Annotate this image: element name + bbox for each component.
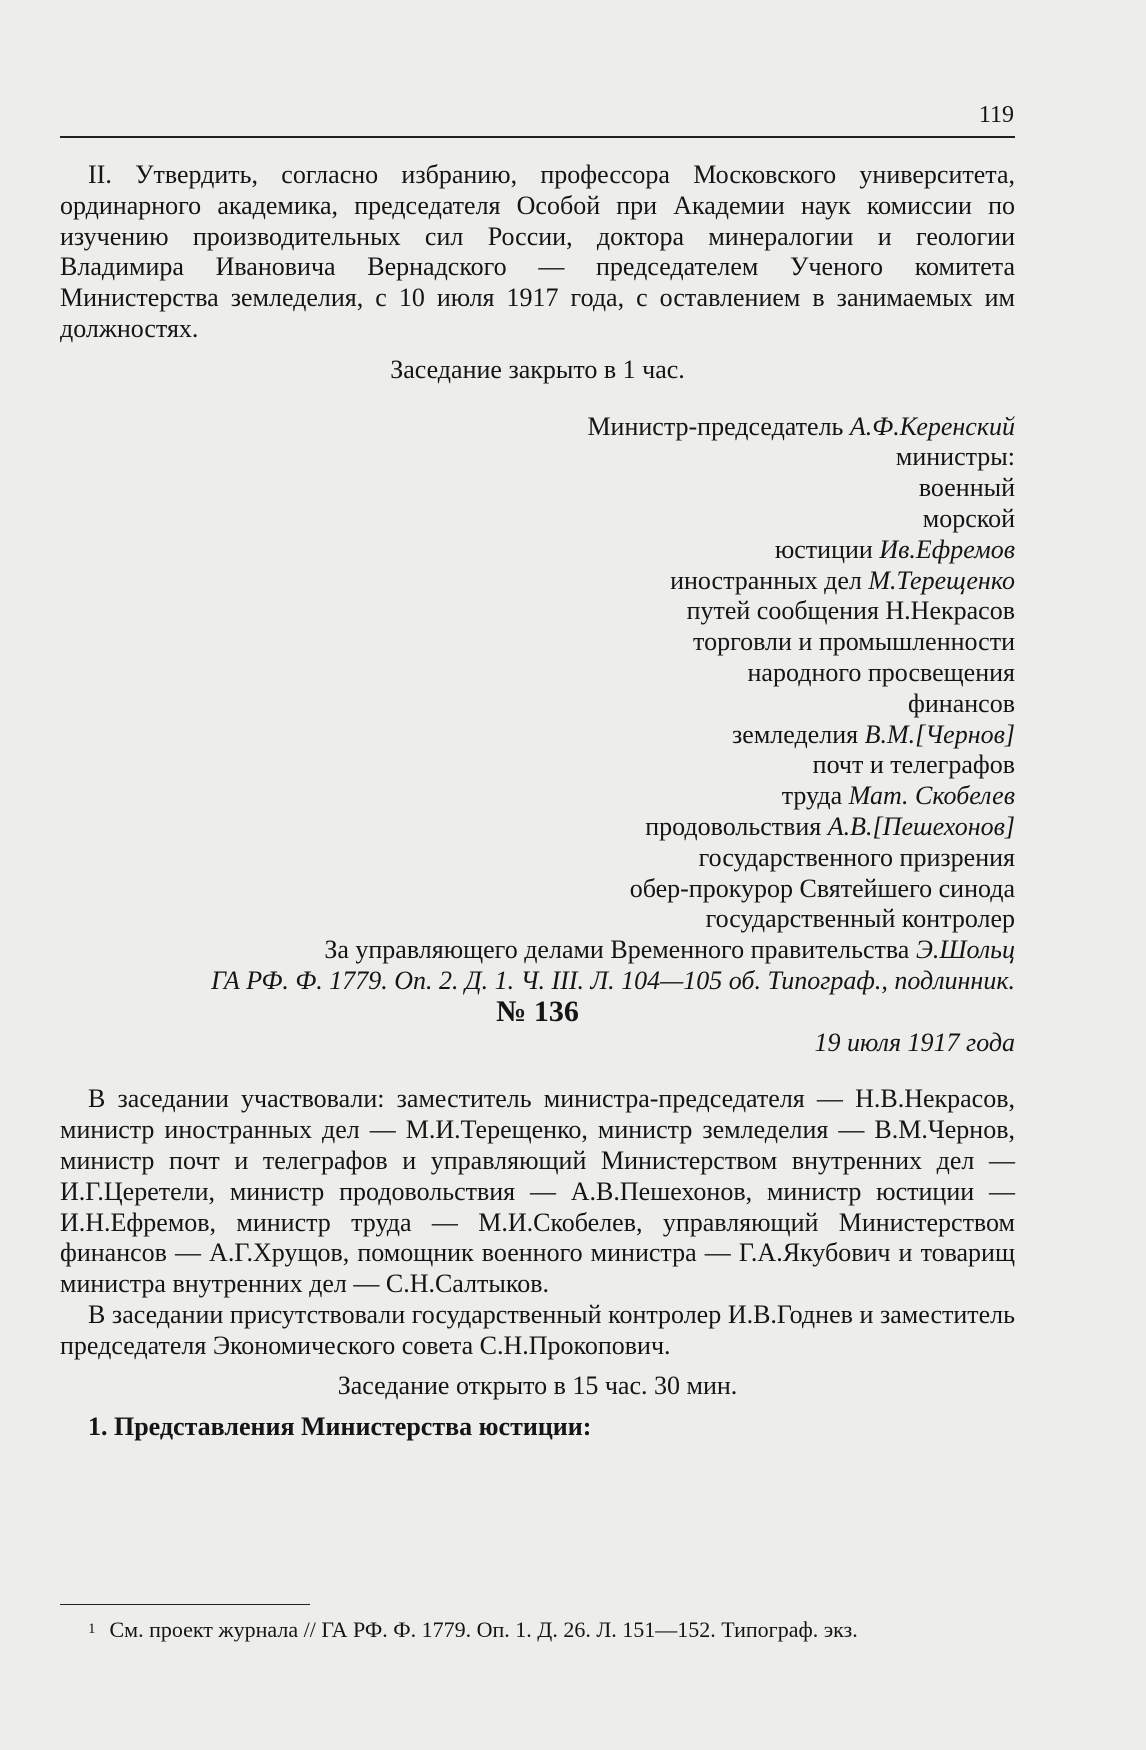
page-number: 119: [978, 102, 1014, 128]
paragraph-attendees: В заседании присутствовали государственный контролер И.В.Годнев и заместитель председателя Экономического совета С.Н.Прокопович.: [60, 1299, 1015, 1360]
document-number: № 136: [496, 994, 579, 1028]
sig-justice: юстиции Ив.Ефремов: [774, 534, 1015, 564]
session-closed: Заседание закрыто в 1 час.: [390, 354, 685, 384]
sig-finance: финансов: [908, 688, 1015, 718]
sig-military: военный: [918, 473, 1015, 503]
sig-comptroller: государственный контролер: [705, 904, 1015, 934]
section-heading: 1. Представления Министерства юстиции:: [88, 1412, 592, 1442]
sig-trade: торговли и промышленности: [693, 627, 1015, 657]
sig-railways: путей сообщения Н.Некрасов: [686, 596, 1015, 626]
archive-reference: ГА РФ. Ф. 1779. Оп. 2. Д. 1. Ч. III. Л. 104—105 об. Типограф., подлинник.: [211, 965, 1015, 995]
sig-ministers-label: министры:: [895, 442, 1015, 472]
footnote-rule: [60, 1604, 310, 1605]
footnote: [88, 1617, 1008, 1643]
sig-posts: почт и телеграфов: [812, 750, 1015, 780]
header-rule: [60, 136, 1015, 138]
sig-agriculture: земледелия В.М.[Чернов]: [732, 719, 1015, 749]
paragraph-participants: В заседании участвовали: заместитель министра-председателя — Н.В.Некрасов, министр иностранных дел — М.И.Терещенко, министр земледелия — В.М.Чернов, министр почт и телеграфов и управляющий Министерством внутренних дел — И.Г.Церетели, министр продовольствия — А.В.Пешехонов, министр юстиции — И.Н.Ефремов, министр труда — М.И.Скобелев, управляющий Министерством финансов — А.Г.Хрущов, помощник военного министра — Г.А.Якубович и товарищ министра внутренних дел — С.Н.Салтыков.: [60, 1084, 1015, 1299]
footnote-text: См. проект журнала // ГА РФ. Ф. 1779. Оп. 1. Д. 26. Л. 151—152. Типограф. экз.: [109, 1617, 858, 1642]
paragraph-intro: II. Утвердить, согласно избранию, профессора Московского университета, ординарного академика, председателя Особой при Академии наук комиссии по изучению производительных сил России, доктора минералогии и геологии Владимира Ивановича Вернадского — председателем Ученого комитета Министерства земледелия, с 10 июля 1917 года, с оставлением в занимаемых им должностях.: [60, 160, 1015, 343]
page-body: [60, 160, 1015, 1443]
sig-food: продовольствия А.В.[Пешехонов]: [645, 811, 1015, 841]
sig-minister-chair: Министр-председатель А.Ф.Керенский: [587, 411, 1015, 441]
sig-welfare: государственного призрения: [698, 842, 1015, 872]
sig-synod: обер-прокурор Святейшего синода: [629, 873, 1015, 903]
sig-naval: морской: [922, 503, 1015, 533]
signature-block: [60, 412, 1015, 966]
sig-education: народного просвещения: [747, 657, 1015, 687]
footnote-marker: 1: [88, 1621, 96, 1637]
sig-foreign: иностранных дел М.Терещенко: [670, 565, 1015, 595]
sig-labor: труда Мат. Скобелев: [781, 781, 1015, 811]
document-date: 19 июля 1917 года: [814, 1027, 1015, 1057]
session-opened: Заседание открыто в 15 час. 30 мин.: [337, 1371, 738, 1401]
sig-secretary: За управляющего делами Временного правительства Э.Шольц: [324, 935, 1015, 965]
